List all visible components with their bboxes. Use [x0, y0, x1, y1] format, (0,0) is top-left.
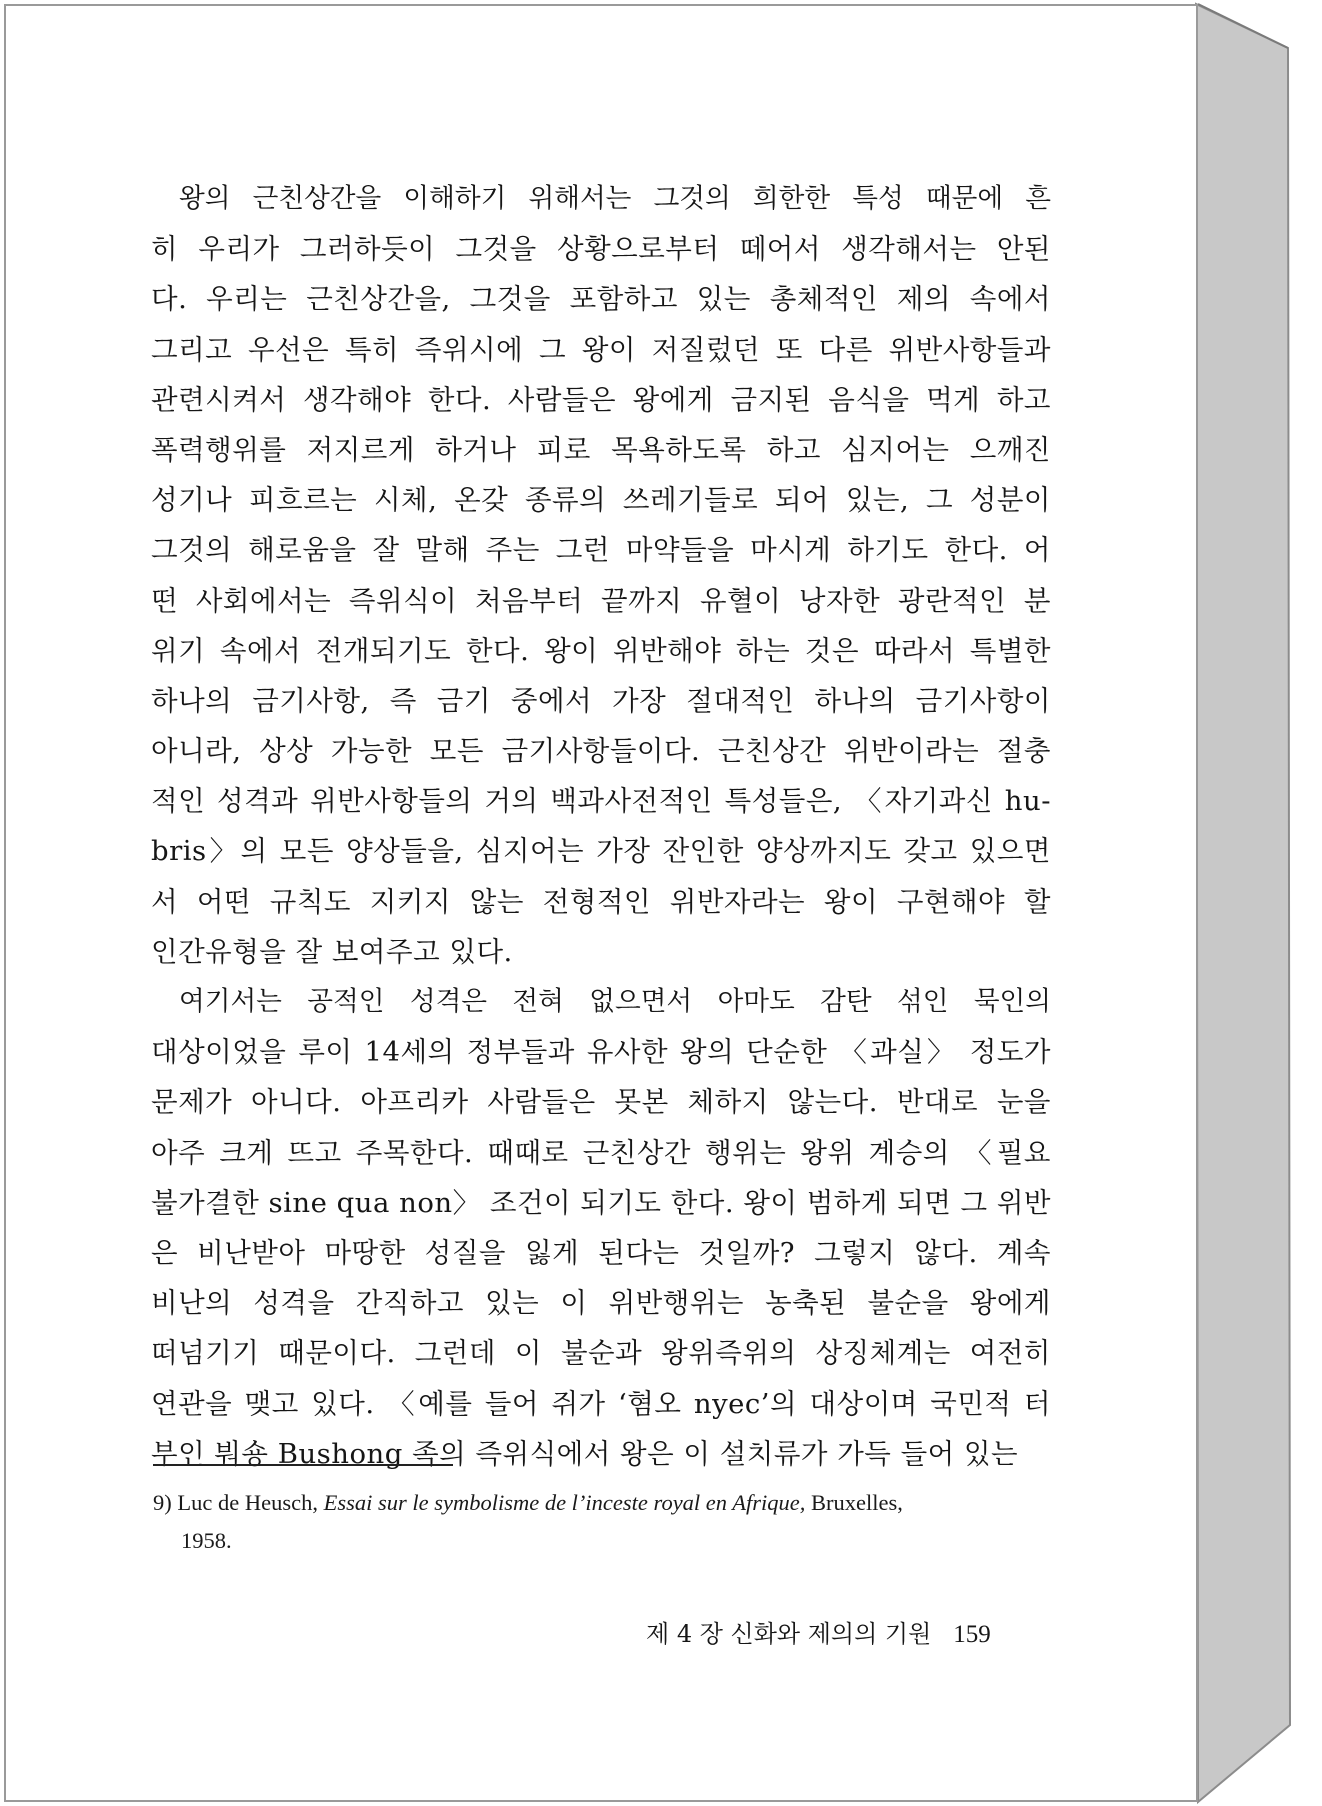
footnote-place: Bruxelles,	[811, 1490, 903, 1515]
footnote-title: Essai sur le symbolisme de l’inceste royal en Afrique,	[323, 1490, 806, 1515]
body-line: 성기나 피흐르는 시체, 온갖 종류의 쓰레기들로 되어 있는, 그 성분이	[151, 484, 1051, 517]
page-sheet	[4, 4, 1198, 1802]
body-line: 불가결한 sine qua non〉 조건이 되기도 한다. 왕이 범하게 되면 그 위반	[151, 1186, 1051, 1219]
footnote-author: Luc de Heusch,	[177, 1490, 318, 1515]
body-line: 하나의 금기사항, 즉 금기 중에서 가장 절대적인 하나의 금기사항이	[151, 684, 1051, 717]
footnote-line-1	[153, 1484, 1058, 1522]
body-line: 아주 크게 뜨고 주목한다. 때때로 근친상간 행위는 왕위 계승의 〈필요	[151, 1136, 1051, 1169]
body-line: 히 우리가 그러하듯이 그것을 상황으로부터 떼어서 생각해서는 안된	[151, 233, 1051, 266]
body-line: 그것의 해로움을 잘 말해 주는 그런 마약들을 마시게 하기도 한다. 어	[151, 534, 1051, 567]
body-text	[151, 174, 1051, 1479]
body-line: bris〉의 모든 양상들을, 심지어는 가장 잔인한 양상까지도 갖고 있으면	[151, 835, 1051, 868]
body-line: 다. 우리는 근친상간을, 그것을 포함하고 있는 총체적인 제의 속에서	[151, 283, 1051, 316]
body-line: 위기 속에서 전개되기도 한다. 왕이 위반해야 하는 것은 따라서 특별한	[151, 634, 1051, 667]
body-line: 여기서는 공적인 성격은 전혀 없으면서 아마도 감탄 섞인 묵인의	[179, 986, 1051, 1017]
body-line: 폭력행위를 저지르게 하거나 피로 목욕하도록 하고 심지어는 으깨진	[151, 433, 1051, 466]
body-line: 떤 사회에서는 즉위식이 처음부터 끝까지 유혈이 낭자한 광란적인 분	[151, 584, 1051, 617]
body-line: 은 비난받아 마땅한 성질을 잃게 된다는 것일까? 그렇지 않다. 계속	[151, 1236, 1051, 1269]
body-line: 비난의 성격을 간직하고 있는 이 위반행위는 농축된 불순을 왕에게	[151, 1287, 1051, 1320]
body-line: 문제가 아니다. 아프리카 사람들은 못본 체하지 않는다. 반대로 눈을	[151, 1086, 1051, 1119]
body-line: 부인 붜숑 Bushong 족의 즉위식에서 왕은 이 설치류가 가득 들어 있는	[151, 1437, 1019, 1470]
footnote	[153, 1484, 1058, 1560]
chapter-title: 제 4 장 신화와 제의의 기원	[646, 1620, 932, 1648]
body-line: 아니라, 상상 가능한 모든 금기사항들이다. 근친상간 위반이라는 절충	[151, 735, 1051, 768]
body-line: 떠넘기기 때문이다. 그런데 이 불순과 왕위즉위의 상징체계는 여전히	[151, 1337, 1051, 1370]
body-line: 적인 성격과 위반사항들의 거의 백과사전적인 특성들은, 〈자기과신 hu-	[151, 785, 1051, 818]
body-line: 서 어떤 규칙도 지키지 않는 전형적인 위반자라는 왕이 구현해야 할	[151, 885, 1051, 918]
body-line: 그리고 우선은 특히 즉위시에 그 왕이 저질렀던 또 다른 위반사항들과	[151, 333, 1051, 366]
footnote-marker: 9)	[153, 1490, 172, 1515]
body-line: 인간유형을 잘 보여주고 있다.	[151, 935, 513, 968]
body-line: 관련시켜서 생각해야 한다. 사람들은 왕에게 금지된 음식을 먹게 하고	[151, 383, 1051, 416]
body-line: 왕의 근친상간을 이해하기 위해서는 그것의 희한한 특성 때문에 흔	[179, 183, 1051, 214]
footnote-rule	[153, 1464, 453, 1466]
footnote-year: 1958.	[181, 1528, 232, 1553]
running-footer	[646, 1614, 1066, 1649]
body-line: 대상이었을 루이 14세의 정부들과 유사한 왕의 단순한 〈과실〉 정도가	[151, 1036, 1051, 1069]
page-number: 159	[953, 1621, 991, 1648]
body-line: 연관을 맺고 있다. 〈예를 들어 쥐가 ‘혐오 nyec’의 대상이며 국민적 터	[151, 1387, 1051, 1420]
